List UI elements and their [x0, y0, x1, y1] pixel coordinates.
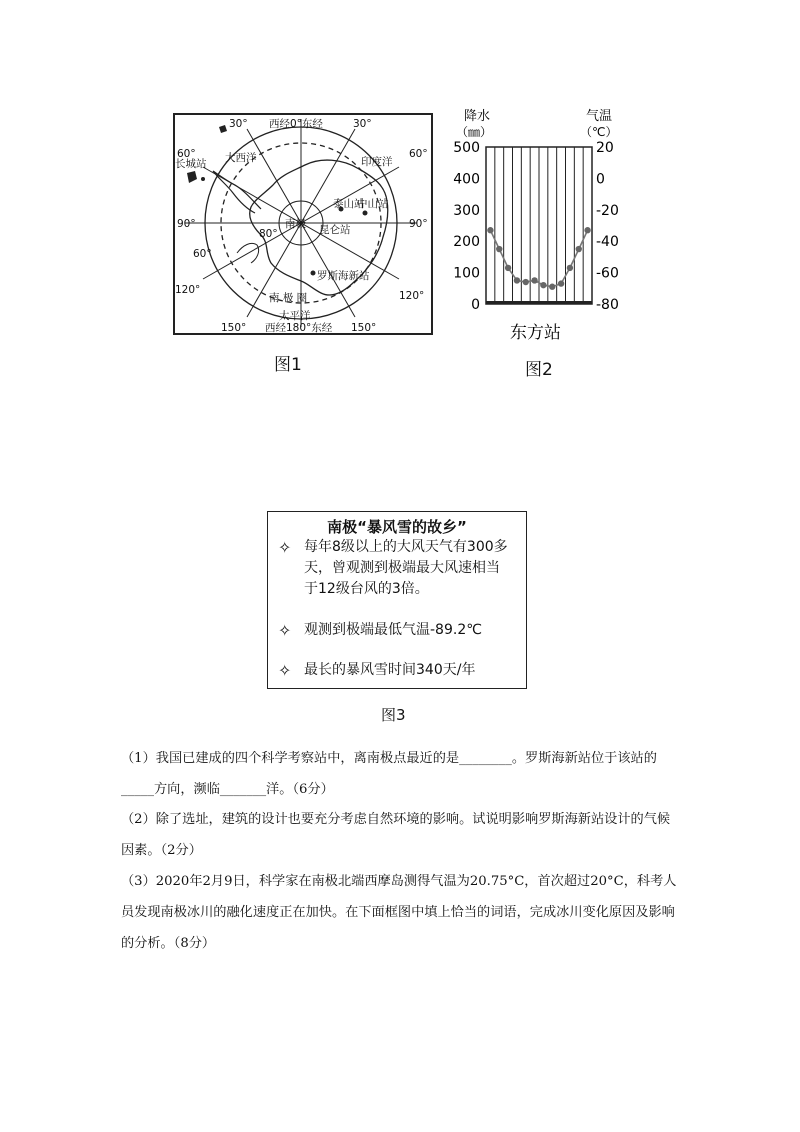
temperature-point [567, 265, 573, 271]
lon-150e-label: 150° [351, 322, 377, 334]
lon-90e-label: 90° [409, 218, 428, 230]
precip-unit: （㎜） [456, 125, 493, 139]
precip-bar [521, 301, 530, 304]
lon-60w-label: 60° [177, 148, 196, 160]
indian-label: 印度洋 [361, 156, 393, 168]
precip-tick-label: 100 [453, 265, 480, 282]
temperature-point [558, 280, 564, 286]
temperature-point [523, 279, 529, 285]
great-wall-label: 长城站 [175, 158, 207, 170]
temp-tick-label: -60 [596, 265, 619, 282]
question-2: （2）除了选址，建筑的设计也要充分考虑自然环境的影响。试说明影响罗斯海新站设计的气候因素。（2分） [121, 812, 671, 858]
question-3: （3）2020年2月9日，科学家在南极北端西摩岛测得气温为20.75°C，首次超过20°C，科考人员发现南极冰川的融化速度正在加快。在下面框图中填上恰当的词语，完成冰川变化原因及影响的分析。（8分） [121, 874, 677, 951]
lon-60w2-label: 60° [193, 248, 212, 260]
station-name: 东方站 [510, 323, 561, 343]
precip-bar [557, 301, 566, 304]
precip-bar [583, 301, 592, 304]
temperature-point [584, 227, 590, 233]
temp-tick-label: 20 [596, 140, 614, 156]
info-item-temperature [278, 620, 512, 641]
kunlun-label: 昆仑站 [319, 224, 351, 236]
info-item-wind [278, 537, 512, 600]
lon-60e-label: 60° [409, 148, 428, 160]
star-icon: ✧ [278, 621, 292, 640]
temp-title: 气温 [586, 109, 613, 124]
temp-tick-label: -20 [596, 202, 619, 219]
star-icon: ✧ [278, 661, 292, 680]
figure1-map [173, 113, 433, 335]
precip-tick-label: 200 [453, 234, 480, 251]
lon-30w-label: 30° [229, 118, 248, 130]
precip-bar [486, 301, 495, 304]
precip-bar [513, 301, 522, 304]
lon-120e-label: 120° [399, 290, 425, 302]
blizzard-info-box [267, 511, 527, 689]
temp-tick-label: -40 [596, 234, 619, 251]
precip-tick-label: 400 [453, 171, 480, 188]
precip-bar [539, 301, 548, 304]
lat-80-label: 80° [259, 228, 278, 240]
atlantic-label: 大西洋 [225, 152, 257, 164]
pacific-label: 太平洋 [279, 310, 311, 322]
temp-tick-label: -80 [596, 297, 619, 313]
info-item-blizzard [278, 660, 512, 681]
precip-title: 降水 [464, 109, 491, 124]
lon-150w-label: 150° [221, 322, 247, 334]
star-icon: ✧ [278, 538, 292, 557]
question-1: （1）我国已建成的四个科学考察站中，离南极点最近的是________。罗斯海新站位于该站的_____方向，濒临_______洋。（6分） [121, 751, 657, 797]
lon-90w-label: 90° [177, 218, 196, 230]
info-item-text: 观测到极端最低气温-89.2℃ [304, 622, 482, 638]
precip-bar [548, 301, 557, 304]
info-item-text: 每年8级以上的大风天气有300多天，曾观测到极端最大风速相当于12级台风的3倍。 [304, 539, 508, 597]
precip-tick-label: 0 [471, 297, 480, 313]
temperature-point [487, 227, 493, 233]
south-pole-label: 南极 [285, 218, 306, 230]
lon-180-label: 西经180°东经 [265, 322, 333, 334]
temperature-point [496, 246, 502, 252]
figure3-caption: 图3 [381, 706, 406, 724]
precip-bar [574, 301, 583, 304]
temperature-point [540, 282, 546, 288]
lon-0-label: 西经0°东经 [269, 118, 323, 130]
figure2-climate-chart [446, 104, 626, 354]
blizzard-box-title: 南极“暴风雪的故乡” [327, 518, 467, 536]
taishan-label: 泰山站 [333, 198, 365, 210]
lon-120w-label: 120° [175, 284, 201, 296]
info-item-text: 最长的暴风雪时间340天/年 [304, 662, 476, 678]
precip-bar [504, 301, 513, 304]
ross-label: 罗斯海新站 [317, 270, 370, 282]
precip-tick-label: 300 [453, 202, 480, 219]
figure2-caption: 图2 [525, 360, 553, 380]
temperature-point [576, 246, 582, 252]
temperature-point [531, 277, 537, 283]
zhongshan-label: 中山站 [357, 198, 389, 210]
antarctic-circle-label: 南 极 圈 [269, 292, 308, 304]
lon-30e-label: 30° [353, 118, 372, 130]
precip-tick-label: 500 [453, 140, 480, 156]
temperature-point [549, 284, 555, 290]
temp-unit: （℃） [580, 125, 618, 139]
temp-tick-label: 0 [596, 171, 605, 188]
temperature-point [514, 277, 520, 283]
precip-bar [495, 301, 504, 304]
temperature-point [505, 265, 511, 271]
precip-bar [530, 301, 539, 304]
figure1-caption: 图1 [274, 355, 302, 375]
precip-bar [566, 301, 575, 304]
